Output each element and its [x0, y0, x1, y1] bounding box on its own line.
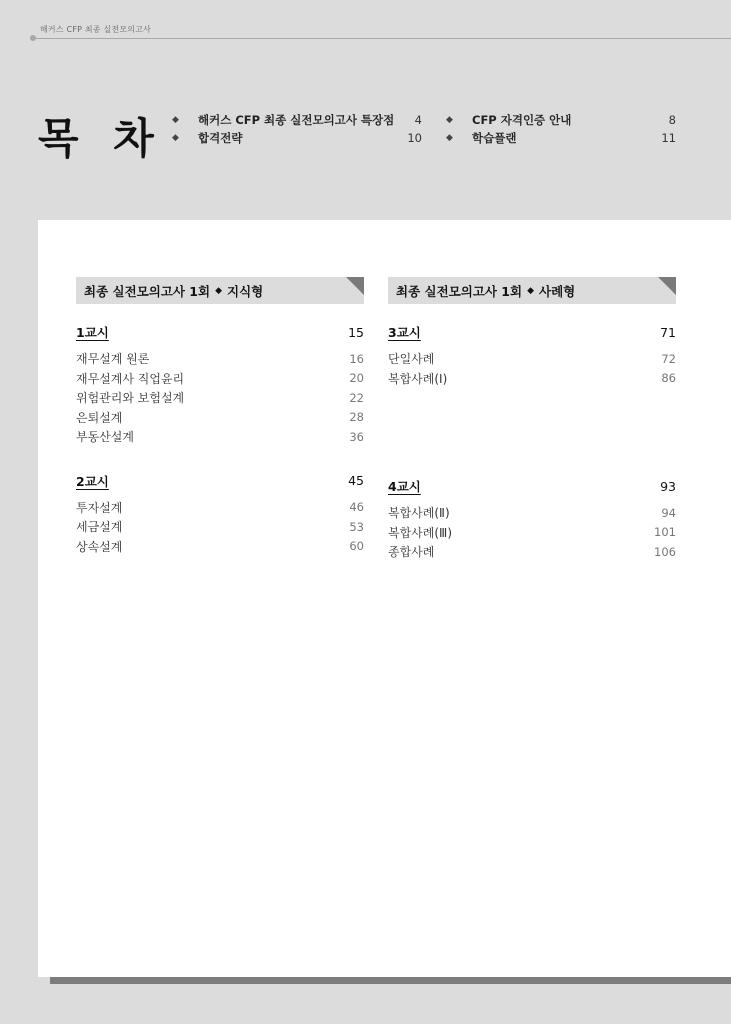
- diamond-bullet-icon: ◆: [446, 115, 453, 125]
- toc-item-label: 상속설계: [76, 539, 123, 554]
- section-header-suffix: 지식형: [227, 283, 264, 299]
- intro-item[interactable]: [172, 129, 422, 147]
- toc-item-label: 은퇴설계: [76, 410, 123, 425]
- toc-item-page: 36: [349, 429, 364, 444]
- toc-item-page: 53: [349, 519, 364, 534]
- section-header: [76, 277, 364, 304]
- toc-item-page: 22: [349, 390, 364, 405]
- toc-column-knowledge: [76, 277, 364, 556]
- intro-item[interactable]: [172, 111, 422, 129]
- toc-item-label: 투자설계: [76, 500, 123, 515]
- toc-item-page: 60: [349, 539, 364, 554]
- toc-item-page: 86: [661, 371, 676, 386]
- corner-fold-icon: [346, 277, 364, 295]
- toc-item[interactable]: [76, 388, 364, 408]
- intro-item-page: 8: [668, 113, 676, 127]
- toc-item[interactable]: [76, 369, 364, 389]
- intro-item-page: 10: [407, 131, 422, 145]
- period-row[interactable]: [388, 476, 676, 496]
- toc-item[interactable]: [76, 427, 364, 447]
- period-page: 71: [660, 324, 676, 340]
- toc-item-label: 위험관리와 보험설계: [76, 391, 185, 406]
- toc-item[interactable]: [388, 523, 676, 543]
- period-title: 4교시: [388, 479, 421, 494]
- period-row[interactable]: [76, 471, 364, 491]
- toc-item[interactable]: [388, 542, 676, 562]
- section-header: [388, 277, 676, 304]
- toc-item-label: 재무설계 원론: [76, 352, 150, 367]
- toc-item-label: 재무설계사 직업윤리: [76, 371, 185, 386]
- intro-item-label: 학습플랜: [472, 131, 517, 145]
- toc-item-label: 복합사례(Ⅰ): [388, 371, 448, 386]
- toc-item[interactable]: [76, 408, 364, 428]
- toc-item-label: 단일사례: [388, 352, 435, 367]
- diamond-bullet-icon: ◆: [172, 133, 179, 143]
- section-header-prefix: 최종 실전모의고사 1회: [396, 283, 523, 299]
- period-page: 93: [660, 478, 676, 494]
- sheet-shadow: [50, 977, 731, 984]
- toc-item-label: 복합사례(Ⅱ): [388, 506, 450, 521]
- header-rule: [32, 38, 731, 39]
- toc-item[interactable]: [388, 369, 676, 389]
- toc-item-page: 106: [654, 544, 676, 559]
- toc-item[interactable]: [76, 498, 364, 518]
- intro-item-page: 11: [661, 131, 676, 145]
- toc-item-page: 46: [349, 500, 364, 515]
- toc-item-page: 101: [654, 525, 676, 540]
- intro-item-label: CFP 자격인증 안내: [472, 113, 572, 127]
- toc-item-page: 16: [349, 351, 364, 366]
- period-block: [388, 322, 676, 452]
- period-block: [388, 476, 676, 562]
- toc-item[interactable]: [388, 349, 676, 369]
- corner-fold-icon: [658, 277, 676, 295]
- toc-item-label: 종합사례: [388, 545, 435, 560]
- diamond-bullet-icon: ◆: [446, 133, 453, 143]
- intro-item-label: 합격전략: [198, 131, 243, 145]
- period-page: 15: [348, 324, 364, 340]
- period-row[interactable]: [388, 322, 676, 342]
- toc-item-label: 세금설계: [76, 520, 123, 535]
- intro-item[interactable]: [446, 129, 676, 147]
- intro-item-page: 4: [414, 113, 422, 127]
- toc-item-label: 복합사례(Ⅲ): [388, 525, 453, 540]
- toc-item-page: 72: [661, 351, 676, 366]
- toc-item[interactable]: [76, 349, 364, 369]
- period-page: 45: [348, 473, 364, 488]
- toc-item-label: 부동산설계: [76, 430, 134, 445]
- toc-item-page: 28: [349, 410, 364, 425]
- toc-item-page: 94: [661, 505, 676, 520]
- toc-item-page: 20: [349, 371, 364, 386]
- period-title: 3교시: [388, 325, 421, 340]
- period-title: 2교시: [76, 473, 109, 489]
- toc-item[interactable]: [76, 537, 364, 557]
- diamond-bullet-icon: ◆: [172, 115, 179, 125]
- section-header-prefix: 최종 실전모의고사 1회: [84, 283, 211, 299]
- period-block: [76, 471, 364, 557]
- intro-item-label: 해커스 CFP 최종 실전모의고사 특장점: [198, 113, 395, 127]
- toc-column-case: [388, 277, 676, 562]
- section-header-suffix: 사례형: [539, 283, 576, 299]
- toc-item[interactable]: [76, 517, 364, 537]
- period-block: [76, 322, 364, 447]
- diamond-separator-icon: ◆: [215, 285, 222, 296]
- toc-item[interactable]: [388, 503, 676, 523]
- period-row[interactable]: [76, 322, 364, 342]
- running-head: 해커스 CFP 최종 실전모의고사: [40, 25, 152, 34]
- page-title: 목 차: [38, 114, 164, 163]
- intro-item[interactable]: [446, 111, 676, 129]
- period-title: 1교시: [76, 325, 109, 340]
- diamond-separator-icon: ◆: [527, 285, 534, 296]
